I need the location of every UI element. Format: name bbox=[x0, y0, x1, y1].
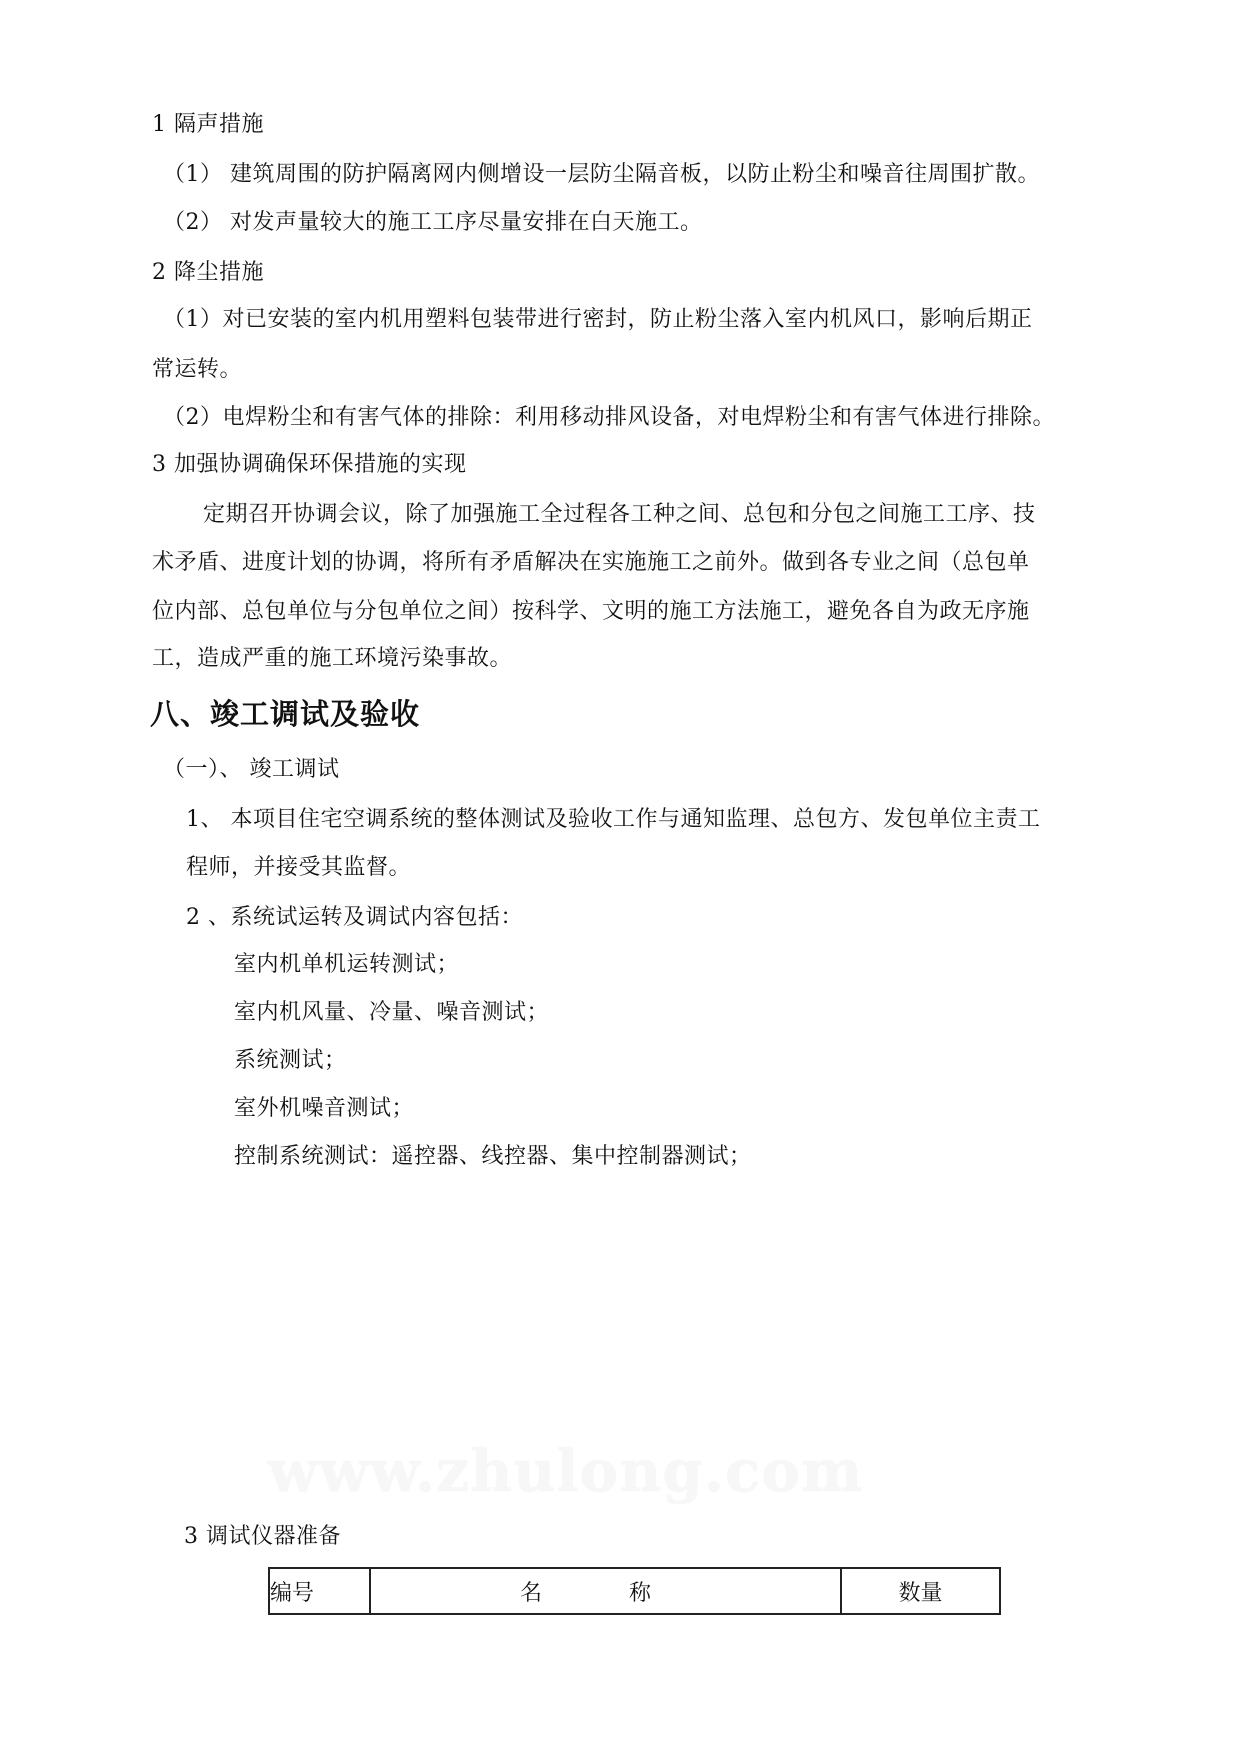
section-3-para-line-2: 术矛盾、进度计划的协调，将所有矛盾解决在实施施工之前外。做到各专业之间（总包单 bbox=[152, 550, 1030, 575]
section-2-title: 2 降尘措施 bbox=[152, 260, 264, 285]
header-number: 编号 bbox=[269, 1568, 370, 1614]
header-name: 名 称 bbox=[370, 1568, 841, 1614]
instrument-table bbox=[268, 1567, 1001, 1615]
section-2-item-2: （2）电焊粉尘和有害气体的排除：利用移动排风设备，对电焊粉尘和有害气体进行排除。 bbox=[163, 405, 1056, 430]
section-1-title: 1 隔声措施 bbox=[152, 112, 264, 137]
section-3-para-line-3: 位内部、总包单位与分包单位之间）按科学、文明的施工方法施工，避免各自为政无序施 bbox=[152, 599, 1030, 624]
item-1-line-2: 程师，并接受其监督。 bbox=[186, 855, 412, 880]
section-3-para-line-4: 工，造成严重的施工环境污染事故。 bbox=[152, 646, 513, 671]
table-header-row bbox=[269, 1568, 1000, 1614]
watermark: www.zhulong.com bbox=[268, 1437, 864, 1505]
test-item-1: 室内机单机运转测试； bbox=[234, 952, 460, 977]
test-item-2: 室内机风量、冷量、噪音测试； bbox=[234, 1000, 550, 1025]
section-1-item-1: （1） 建筑周围的防护隔离网内侧增设一层防尘隔音板，以防止粉尘和噪音往周围扩散。 bbox=[163, 162, 1040, 187]
section-1-item-2: （2） 对发声量较大的施工工序尽量安排在白天施工。 bbox=[163, 210, 703, 235]
subsection-title: （一）、 竣工调试 bbox=[163, 757, 340, 782]
section-2-item-1-line-2: 常运转。 bbox=[152, 357, 243, 382]
header-quantity: 数量 bbox=[841, 1568, 1000, 1614]
item-2-title: 2 、系统试运转及调试内容包括： bbox=[186, 905, 523, 930]
section-2-item-1-line-1: （1）对已安装的室内机用塑料包装带进行密封，防止粉尘落入室内机风口，影响后期正 bbox=[163, 307, 1033, 332]
item-1-line-1: 1、 本项目住宅空调系统的整体测试及验收工作与通知监理、总包方、发包单位主责工 bbox=[186, 807, 1041, 832]
item-3-title: 3 调试仪器准备 bbox=[184, 1524, 341, 1549]
section-3-para-line-1: 定期召开协调会议，除了加强施工全过程各工种之间、总包和分包之间施工工序、技 bbox=[203, 502, 1036, 527]
chapter-title: 八、竣工调试及验收 bbox=[150, 697, 421, 731]
test-item-4: 室外机噪音测试； bbox=[234, 1096, 415, 1121]
section-3-title: 3 加强协调确保环保措施的实现 bbox=[152, 452, 467, 477]
test-item-3: 系统测试； bbox=[234, 1048, 347, 1073]
test-item-5: 控制系统测试：遥控器、线控器、集中控制器测试； bbox=[234, 1144, 752, 1169]
